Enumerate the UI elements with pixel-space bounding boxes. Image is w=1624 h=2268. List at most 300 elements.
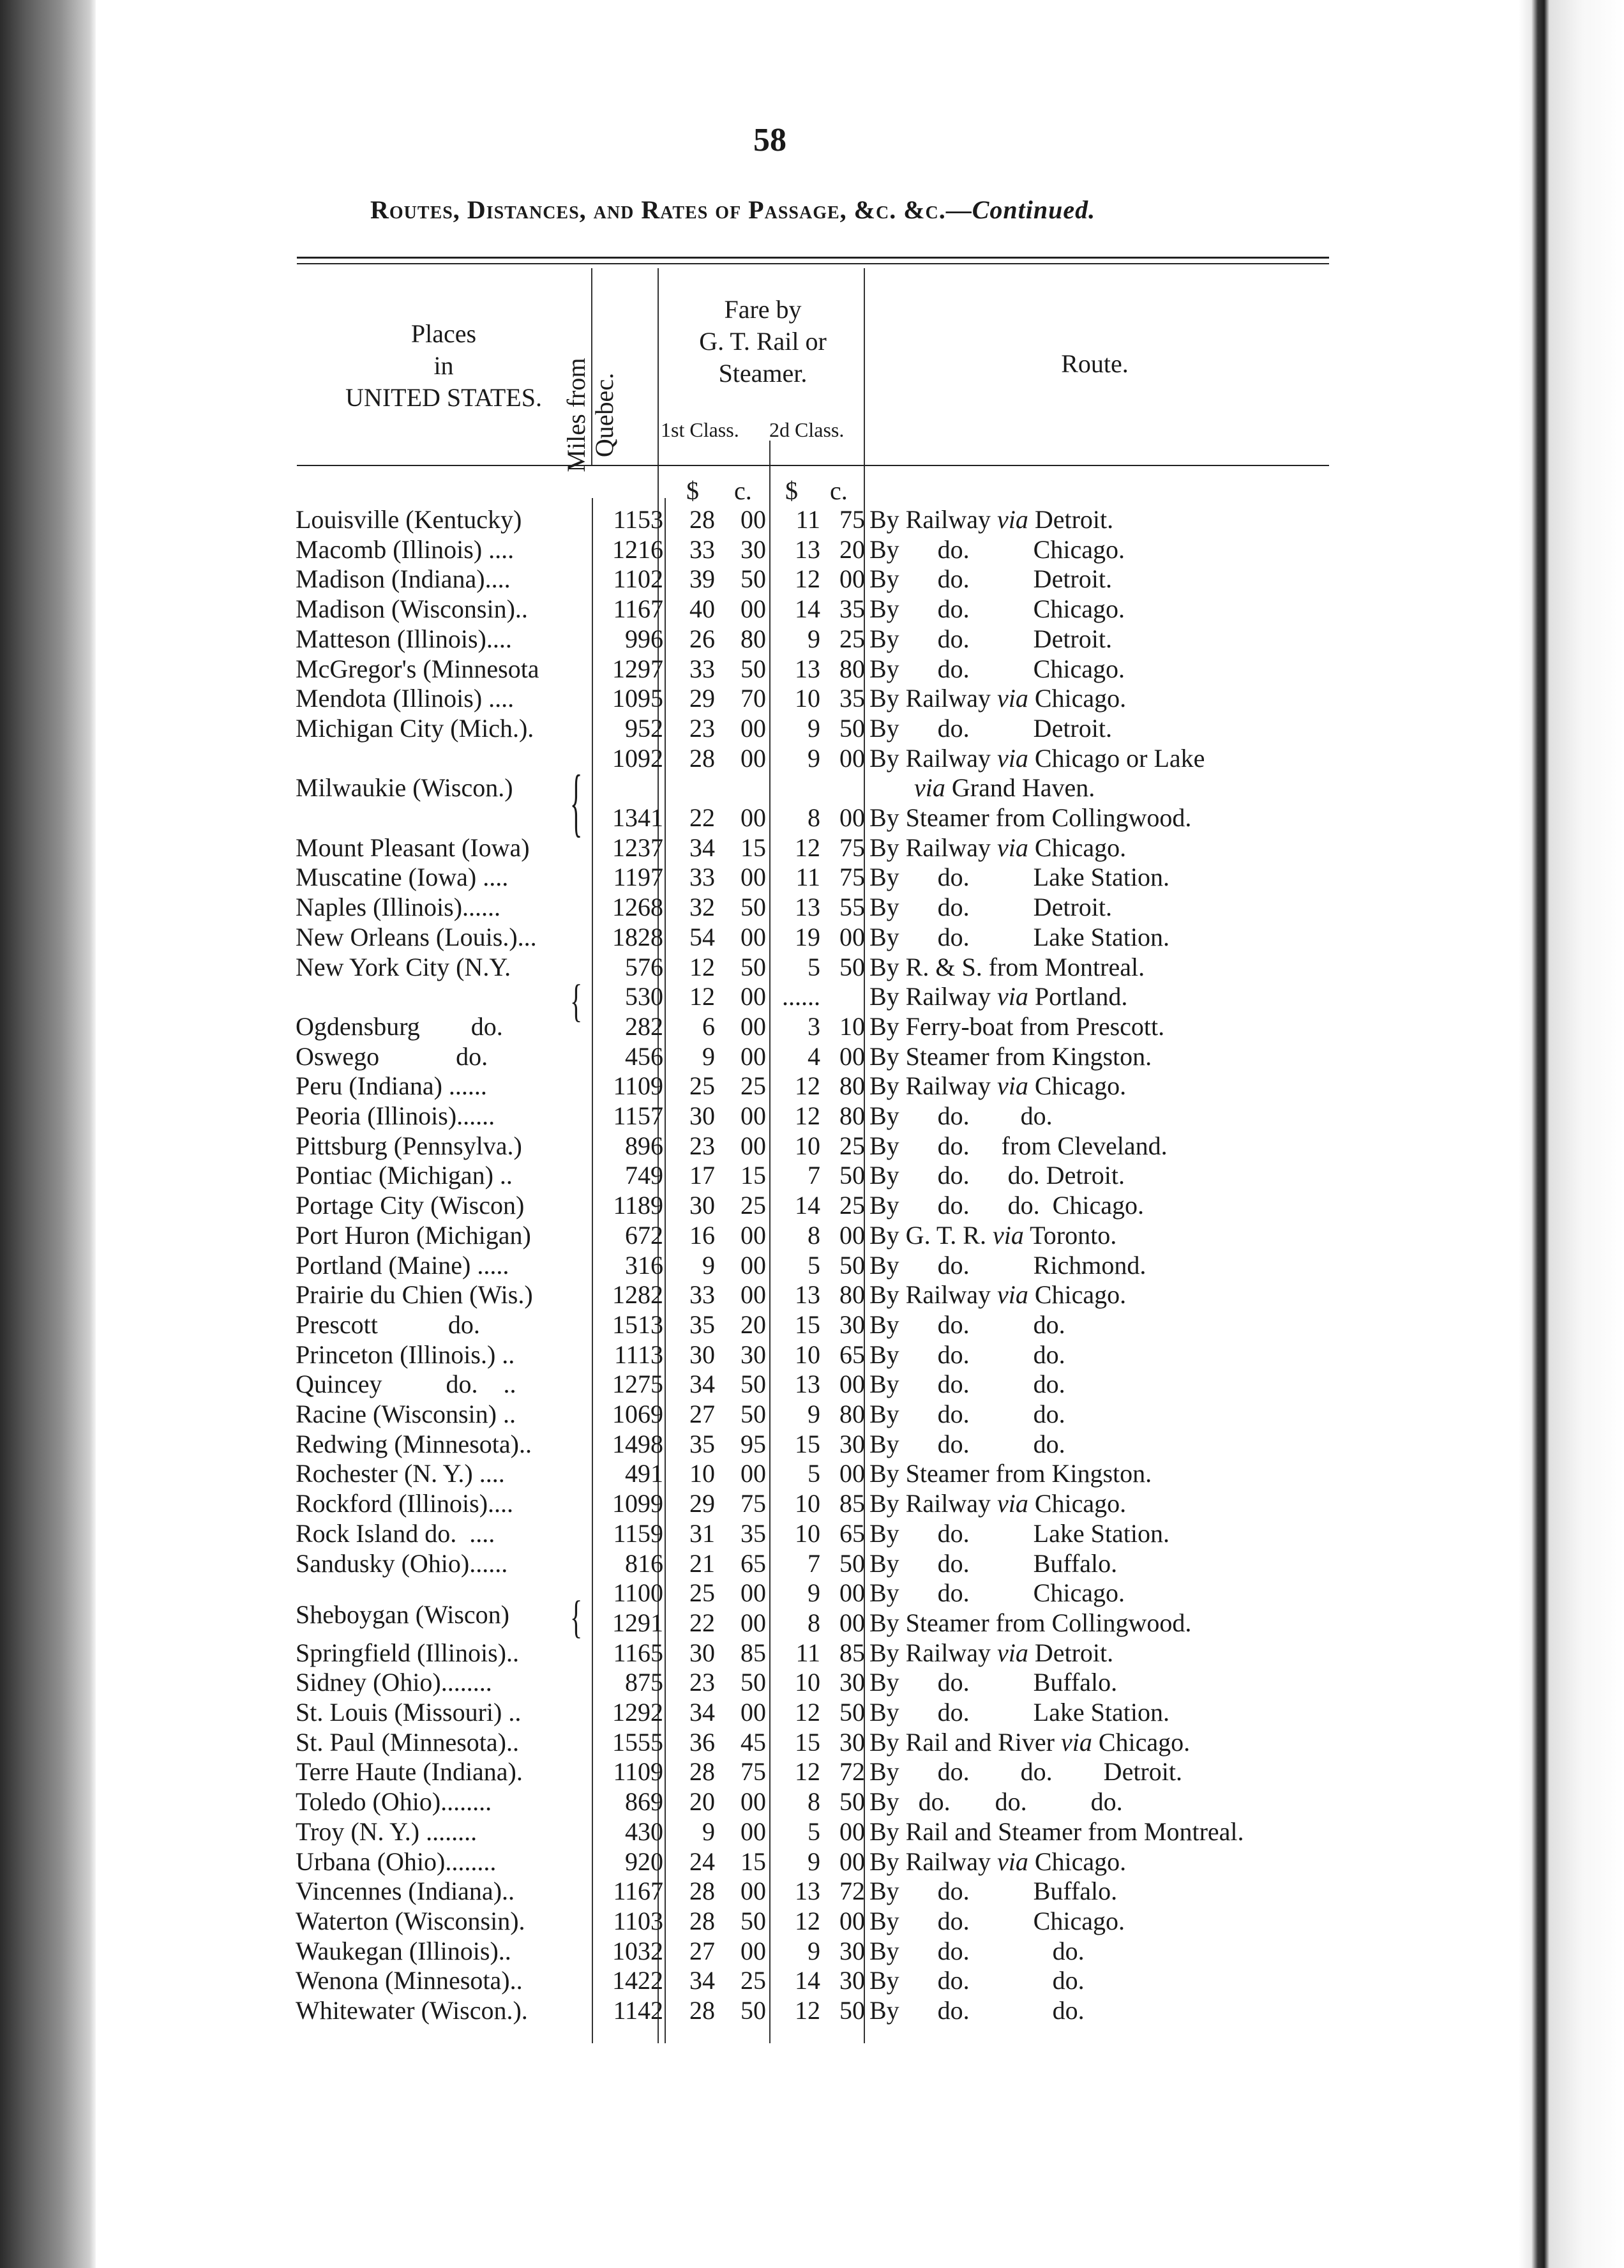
first-class-dollars-cell: 33 xyxy=(689,1280,715,1310)
table-row xyxy=(0,1638,1624,1668)
route-cell: By do. do. xyxy=(869,1400,1065,1428)
place-cell: Pittsburg (Pennsylva.) xyxy=(296,1131,522,1160)
first-class-dollars-cell: 30 xyxy=(689,1638,715,1667)
first-class-cents-cell: 65 xyxy=(741,1548,766,1578)
miles-cell: 1032 xyxy=(612,1936,663,1965)
miles-cell: 1069 xyxy=(612,1400,663,1428)
first-class-dollars-cell: 9 xyxy=(702,1817,715,1846)
second-class-cents-cell: 00 xyxy=(839,743,865,773)
second-class-dollars-cell: 14 xyxy=(795,594,820,624)
first-class-cents-cell: 00 xyxy=(741,803,766,832)
miles-cell: 1157 xyxy=(613,1101,663,1130)
second-class-dollars-cell: 14 xyxy=(795,1966,820,1995)
route-cell: By Railway via Chicago. xyxy=(869,833,1127,862)
place-cell: St. Paul (Minnesota).. xyxy=(296,1727,519,1757)
place-cell: Peru (Indiana) ...... xyxy=(296,1071,487,1101)
miles-cell: 530 xyxy=(625,982,663,1011)
place-cell: Redwing (Minnesota).. xyxy=(296,1429,532,1458)
table-row xyxy=(0,1310,1624,1340)
first-class-cents-cell: 15 xyxy=(741,1847,766,1876)
first-class-cents-cell: 50 xyxy=(741,654,766,683)
route-cell: By Steamer from Collingwood. xyxy=(869,803,1192,832)
route-cell: By do. Richmond. xyxy=(869,1250,1147,1280)
miles-cell: 1216 xyxy=(612,534,663,564)
second-class-cents-cell: 75 xyxy=(839,863,865,892)
second-class-cents-cell: 80 xyxy=(839,1101,865,1130)
second-class-dollars-cell: 12 xyxy=(795,1101,820,1130)
place-cell: Mount Pleasant (Iowa) xyxy=(296,833,530,862)
first-class-dollars-cell: 17 xyxy=(689,1161,715,1190)
table-row xyxy=(0,862,1624,892)
first-class-cents-cell: 50 xyxy=(741,893,766,922)
second-class-cents-cell: 35 xyxy=(839,594,865,624)
first-class-cents-cell: 00 xyxy=(741,594,766,624)
first-class-cents-cell: 85 xyxy=(741,1638,766,1667)
second-class-dollars-cell: 12 xyxy=(795,1996,820,2025)
miles-cell: 316 xyxy=(625,1250,663,1280)
place-cell: Muscatine (Iowa) .... xyxy=(296,863,509,892)
miles-header-line1: Miles from xyxy=(562,358,590,472)
first-class-cents-cell: 00 xyxy=(741,922,766,951)
table-row xyxy=(0,1101,1624,1131)
miles-cell: 920 xyxy=(625,1847,663,1876)
place-cell: Toledo (Ohio)........ xyxy=(296,1787,492,1817)
header-divider-1 xyxy=(591,268,592,466)
second-class-dollars-cell: 11 xyxy=(795,1638,820,1667)
place-cell: Wenona (Minnesota).. xyxy=(296,1966,523,1995)
route-cell: By do. Lake Station. xyxy=(869,922,1169,951)
miles-cell: 1095 xyxy=(612,684,663,713)
miles-cell: 1498 xyxy=(612,1429,663,1458)
first-class-dollars-cell: 27 xyxy=(689,1400,715,1428)
table-row xyxy=(0,1399,1624,1429)
route-cell: By G. T. R. via Toronto. xyxy=(869,1220,1117,1250)
first-class-cents-cell: 50 xyxy=(741,952,766,981)
second-class-dollars-cell: 15 xyxy=(795,1429,820,1458)
first-class-cents-cell: 75 xyxy=(741,1489,766,1518)
place-cell: Troy (N. Y.) ........ xyxy=(296,1817,477,1846)
route-cell: By do. do. do. xyxy=(869,1787,1123,1817)
place-cell: Pontiac (Michigan) .. xyxy=(296,1161,513,1190)
first-class-cents-cell: 30 xyxy=(741,1340,766,1369)
route-cell: By Ferry-boat from Prescott. xyxy=(869,1011,1165,1041)
table-row xyxy=(0,1071,1624,1101)
first-class-cents-cell: 00 xyxy=(741,1877,766,1906)
place-cell: Mendota (Illinois) .... xyxy=(296,684,515,713)
first-class-cents-cell: 80 xyxy=(741,624,766,653)
first-class-cents-cell: 20 xyxy=(741,1310,766,1339)
place-cell: Prairie du Chien (Wis.) xyxy=(296,1280,533,1310)
second-class-cents-cell: 72 xyxy=(839,1757,865,1787)
route-cell: By do. Detroit. xyxy=(869,893,1112,922)
second-class-cents-cell: 50 xyxy=(839,1548,865,1578)
route-cell: By Railway via Chicago. xyxy=(869,684,1127,713)
table-row xyxy=(0,1817,1624,1847)
first-class-dollars-cell: 32 xyxy=(689,893,715,922)
table-row xyxy=(0,981,1624,1011)
first-class-dollars-cell: 36 xyxy=(689,1727,715,1757)
second-class-dollars-cell: 13 xyxy=(795,534,820,564)
route-cell: By do. Detroit. xyxy=(869,564,1112,594)
places-header xyxy=(300,318,587,414)
second-class-cents-cell: 50 xyxy=(839,1250,865,1280)
first-class-cents-cell: 95 xyxy=(741,1429,766,1458)
miles-cell: 816 xyxy=(625,1548,663,1578)
second-class-cents-cell: 00 xyxy=(839,1041,865,1071)
second-class-cents-cell: 00 xyxy=(839,803,865,832)
first-class-dollars-cell: 16 xyxy=(689,1220,715,1250)
first-class-cents-cell: 00 xyxy=(741,1459,766,1488)
second-class-dollars-cell: 12 xyxy=(795,1071,820,1101)
second-class-dollars-cell: 8 xyxy=(808,1220,820,1250)
second-class-cents-cell: 00 xyxy=(839,1906,865,1935)
place-cell: Whitewater (Wiscon.). xyxy=(296,1996,528,2025)
place-cell: Matteson (Illinois).... xyxy=(296,624,512,653)
miles-cell: 1165 xyxy=(613,1638,663,1667)
sheboygan-place: Sheboygan (Wiscon) xyxy=(296,1600,509,1629)
second-class-dollars-cell: 13 xyxy=(795,1877,820,1906)
first-class-dollars-cell: 33 xyxy=(689,863,715,892)
place-cell: Portage City (Wiscon) xyxy=(296,1191,525,1220)
first-class-dollars-cell: 35 xyxy=(689,1310,715,1339)
route-cell: By Railway via Chicago. xyxy=(869,1280,1127,1310)
route-cell: By Rail and Steamer from Montreal. xyxy=(869,1817,1244,1846)
route-cell: By do. do. xyxy=(869,1340,1065,1369)
table-row xyxy=(0,1190,1624,1220)
route-cell: By do. do. xyxy=(869,1310,1065,1339)
first-class-cents-cell: 15 xyxy=(741,833,766,862)
second-class-dollars-cell: 11 xyxy=(795,863,820,892)
first-class-dollars-cell: 28 xyxy=(689,1996,715,2025)
first-class-dollars-cell: 25 xyxy=(689,1578,715,1608)
place-cell: Springfield (Illinois).. xyxy=(296,1638,519,1667)
miles-cell: 749 xyxy=(625,1161,663,1190)
place-cell: Rockford (Illinois).... xyxy=(296,1489,514,1518)
second-class-cents-cell: 30 xyxy=(839,1429,865,1458)
second-class-dollars-cell: 9 xyxy=(808,1400,820,1428)
table-row xyxy=(0,1965,1624,1995)
place-cell: Vincennes (Indiana).. xyxy=(296,1877,515,1906)
second-class-dollars-cell: 7 xyxy=(808,1548,820,1578)
first-class-cents-cell: 00 xyxy=(741,1041,766,1071)
second-class-cents-cell: 80 xyxy=(839,1280,865,1310)
first-class-dollars-cell: 30 xyxy=(689,1340,715,1369)
miles-cell: 576 xyxy=(625,952,663,981)
second-class-cents-cell: 30 xyxy=(839,1310,865,1339)
second-class-cents-cell: 85 xyxy=(839,1638,865,1667)
miles-cell: 1282 xyxy=(612,1280,663,1310)
second-class-cents-cell: 50 xyxy=(839,1787,865,1817)
first-class-dollars-cell: 23 xyxy=(689,1668,715,1697)
first-class-dollars-cell: 28 xyxy=(689,1906,715,1935)
second-class-dollars-cell: 9 xyxy=(808,743,820,773)
second-class-dollars-cell: 12 xyxy=(795,833,820,862)
first-class-cents-cell: 00 xyxy=(741,1250,766,1280)
second-class-dollars-cell: 5 xyxy=(808,1459,820,1488)
route-cell: By do. do. Detroit. xyxy=(869,1757,1182,1787)
first-class-cents-cell: 00 xyxy=(741,1011,766,1041)
place-cell: Madison (Indiana).... xyxy=(296,564,511,594)
route-cell: By Railway via Detroit. xyxy=(869,1638,1114,1667)
second-class-cents-cell: 35 xyxy=(839,684,865,713)
second-class-dollars-cell: 12 xyxy=(795,1906,820,1935)
first-class-dollars-cell: 29 xyxy=(689,684,715,713)
places-header-line1: Places xyxy=(410,319,477,348)
second-class-dollars-cell: 8 xyxy=(808,1608,820,1637)
first-class-cents-cell: 45 xyxy=(741,1727,766,1757)
second-class-dollars-cell: 10 xyxy=(795,684,820,713)
second-class-cents-cell: 80 xyxy=(839,1400,865,1428)
route-cell: By do. do. xyxy=(869,1966,1085,1995)
second-class-dollars-cell: 10 xyxy=(795,1340,820,1369)
table-row xyxy=(0,952,1624,982)
place-cell: Terre Haute (Indiana). xyxy=(296,1757,523,1787)
table-row xyxy=(0,564,1624,594)
second-class-cents-cell: 30 xyxy=(839,1936,865,1965)
route-cell: By do. do. xyxy=(869,1101,1053,1130)
second-class-dollars-cell: 11 xyxy=(795,505,820,534)
second-class-cents-cell: 80 xyxy=(839,654,865,683)
first-class-dollars-cell: 23 xyxy=(689,713,715,743)
second-class-cents-cell: 50 xyxy=(839,1996,865,2025)
first-class-cents-cell: 15 xyxy=(741,1161,766,1190)
second-class-cents-cell: 55 xyxy=(839,893,865,922)
first-class-dollars-cell: 33 xyxy=(689,534,715,564)
table-row xyxy=(0,594,1624,624)
table-row xyxy=(0,1757,1624,1787)
second-class-dollars-cell: 8 xyxy=(808,1787,820,1817)
miles-cell: 1099 xyxy=(612,1489,663,1518)
miles-cell: 896 xyxy=(625,1131,663,1160)
miles-cell: 1197 xyxy=(613,863,663,892)
route-cell: By do. Lake Station. xyxy=(869,1518,1169,1548)
second-class-cents-cell: 85 xyxy=(839,1489,865,1518)
route-cell: By R. & S. from Montreal. xyxy=(869,952,1145,981)
route-cell: By do. do. Chicago. xyxy=(869,1191,1144,1220)
second-class-dollars-cell: 14 xyxy=(795,1191,820,1220)
first-class-cents-cell: 50 xyxy=(741,1668,766,1697)
new-york-brace: { xyxy=(570,974,583,1027)
table-row xyxy=(0,713,1624,743)
second-class-dollars-cell: 15 xyxy=(795,1727,820,1757)
first-class-cents-cell: 00 xyxy=(741,1280,766,1310)
second-class-cents-cell: 00 xyxy=(839,1370,865,1399)
place-cell: Quincey do. .. xyxy=(296,1370,516,1399)
route-cell: By do. Detroit. xyxy=(869,713,1112,743)
miles-cell: 1341 xyxy=(612,803,663,832)
fare-header-line1: Fare by xyxy=(724,295,802,324)
second-class-dollars-cell: 10 xyxy=(795,1668,820,1697)
second-class-cents-cell: 00 xyxy=(839,564,865,594)
second-class-dollars-cell: 12 xyxy=(795,1698,820,1727)
route-cell: By Railway via Portland. xyxy=(869,982,1128,1011)
route-cell: By do. Buffalo. xyxy=(869,1548,1118,1578)
miles-cell: 1109 xyxy=(613,1757,663,1787)
miles-cell: 1189 xyxy=(613,1191,663,1220)
first-class-cents-cell: 00 xyxy=(741,743,766,773)
first-class-cents-cell: 50 xyxy=(741,1996,766,2025)
miles-cell: 1297 xyxy=(612,654,663,683)
second-class-dollars-cell: 15 xyxy=(795,1310,820,1339)
miles-cell: 996 xyxy=(625,624,663,653)
first-class-cents-cell: 00 xyxy=(741,1698,766,1727)
place-cell: New Orleans (Louis.)... xyxy=(296,922,537,951)
second-class-cents-cell: 72 xyxy=(839,1877,865,1906)
first-class-cents-cell: 70 xyxy=(741,684,766,713)
second-class-dollars-cell: 3 xyxy=(808,1011,820,1041)
table-row xyxy=(0,1429,1624,1459)
second-class-cents-cell: 00 xyxy=(839,1847,865,1876)
route-cell: By Railway via Chicago. xyxy=(869,1071,1127,1101)
second-class-cents-cell: 25 xyxy=(839,1131,865,1160)
second-class-dollars-cell: 8 xyxy=(808,803,820,832)
miles-cell: 1422 xyxy=(612,1966,663,1995)
table-row xyxy=(0,773,1624,803)
second-class-dollars-cell: 10 xyxy=(795,1518,820,1548)
route-cell: By Railway via Chicago. xyxy=(869,1847,1127,1876)
second-class-cents-cell: 10 xyxy=(839,1011,865,1041)
second-class-dollars-cell: 13 xyxy=(795,1280,820,1310)
second-class-dollars-cell: 9 xyxy=(808,713,820,743)
fare-header-line2: G. T. Rail or xyxy=(699,327,827,356)
sheboygan-label-row xyxy=(0,1599,1624,1629)
places-header-line2: in xyxy=(433,351,454,380)
table-row xyxy=(0,1995,1624,2025)
first-class-dollars-cell: 27 xyxy=(689,1936,715,1965)
miles-cell: 1109 xyxy=(613,1071,663,1101)
route-cell: By do. Lake Station. xyxy=(869,863,1169,892)
first-class-dollars-cell: 30 xyxy=(689,1191,715,1220)
page-number: 58 xyxy=(753,122,786,158)
first-class-dollars-cell: 31 xyxy=(689,1518,715,1548)
place-cell: Waterton (Wisconsin). xyxy=(296,1906,525,1935)
route-cell: By do. Buffalo. xyxy=(869,1668,1118,1697)
route-cell: By Railway via Detroit. xyxy=(869,505,1114,534)
miles-cell: 1275 xyxy=(612,1370,663,1399)
miles-header xyxy=(562,332,619,498)
first-class-dollars-cell: 30 xyxy=(689,1101,715,1130)
second-class-cents-cell: 00 xyxy=(839,1608,865,1637)
miles-cell: 1102 xyxy=(613,564,663,594)
miles-cell: 1167 xyxy=(613,594,663,624)
first-class-cents-cell: 50 xyxy=(741,1400,766,1428)
first-class-cents-cell: 30 xyxy=(741,534,766,564)
place-cell: Waukegan (Illinois).. xyxy=(296,1936,511,1965)
table-row xyxy=(0,1369,1624,1399)
second-class-dollars-cell: 9 xyxy=(808,1936,820,1965)
second-class-dollars-cell: 9 xyxy=(808,624,820,653)
first-class-dollars-cell: 21 xyxy=(689,1548,715,1578)
table-row xyxy=(0,743,1624,773)
place-cell: Michigan City (Mich.). xyxy=(296,713,534,743)
route-cell: By Railway via Chicago or Lake xyxy=(869,743,1205,773)
second-class-dollars-cell: 12 xyxy=(795,564,820,594)
route-cell: By do. Chicago. xyxy=(869,1578,1125,1608)
second-class-cents-cell: 00 xyxy=(839,1459,865,1488)
route-cell: By do. Buffalo. xyxy=(869,1877,1118,1906)
second-class-dollars-cell: 4 xyxy=(808,1041,820,1071)
table-row xyxy=(0,683,1624,713)
second-class-cents-cell: 50 xyxy=(839,1698,865,1727)
second-class-dollars-cell: 19 xyxy=(795,922,820,951)
second-class-cents-cell: 00 xyxy=(839,1578,865,1608)
route-cell: By do. do. xyxy=(869,1429,1065,1458)
first-class-dollars-cell: 12 xyxy=(689,952,715,981)
first-class-dollars-cell: 34 xyxy=(689,1698,715,1727)
place-cell: Naples (Illinois)...... xyxy=(296,893,501,922)
second-class-cents-cell: 75 xyxy=(839,505,865,534)
route-cell: By do. Detroit. xyxy=(869,624,1112,653)
first-class-cents-unit: c. xyxy=(734,476,752,505)
second-class-cents-cell: 50 xyxy=(839,952,865,981)
route-header: Route. xyxy=(1061,349,1129,378)
first-class-dollars-cell: 33 xyxy=(689,654,715,683)
place-cell: Madison (Wisconsin).. xyxy=(296,594,528,624)
second-class-cents-cell: 65 xyxy=(839,1340,865,1369)
second-class-cents-cell: 00 xyxy=(839,1220,865,1250)
route-cell: By do. do. xyxy=(869,1936,1085,1965)
second-class-header: 2d Class. xyxy=(769,418,845,441)
second-class-cents-cell: 50 xyxy=(839,1161,865,1190)
place-cell: Louisville (Kentucky) xyxy=(296,505,522,534)
first-class-dollars-cell: 28 xyxy=(689,1877,715,1906)
first-class-cents-cell: 00 xyxy=(741,1220,766,1250)
table-row xyxy=(0,1041,1624,1071)
miles-cell: 282 xyxy=(625,1011,663,1041)
route-cell: By do. do. xyxy=(869,1996,1085,2025)
miles-cell: 456 xyxy=(625,1041,663,1071)
table-row xyxy=(0,892,1624,922)
table-row xyxy=(0,922,1624,952)
second-class-cents-cell: 80 xyxy=(839,1071,865,1101)
first-class-cents-cell: 00 xyxy=(741,1131,766,1160)
fare-header xyxy=(658,294,868,389)
first-class-cents-cell: 25 xyxy=(741,1191,766,1220)
miles-cell: 1159 xyxy=(613,1518,663,1548)
table-row xyxy=(0,1876,1624,1906)
first-class-dollars-cell: 9 xyxy=(702,1041,715,1071)
first-class-dollars-cell: 6 xyxy=(702,1011,715,1041)
place-cell: Port Huron (Michigan) xyxy=(296,1220,531,1250)
table-row xyxy=(0,1160,1624,1190)
place-cell: McGregor's (Minnesota xyxy=(296,654,539,683)
first-class-dollars-cell: 24 xyxy=(689,1847,715,1876)
miles-cell: 491 xyxy=(625,1459,663,1488)
second-class-cents-cell: 65 xyxy=(839,1518,865,1548)
second-class-dollars-cell: 10 xyxy=(795,1489,820,1518)
miles-cell: 875 xyxy=(625,1668,663,1697)
first-class-cents-cell: 00 xyxy=(741,863,766,892)
place-cell: Sidney (Ohio)........ xyxy=(296,1668,492,1697)
page-heading xyxy=(370,195,1095,225)
first-class-dollars-cell: 22 xyxy=(689,803,715,832)
miles-cell: 1153 xyxy=(613,505,663,534)
second-class-dollars-cell: ...... xyxy=(782,982,820,1011)
table-row xyxy=(0,1340,1624,1370)
first-class-dollar-unit: $ xyxy=(686,476,699,505)
place-cell: Ogdensburg do. xyxy=(296,1011,503,1041)
miles-cell: 1103 xyxy=(613,1906,663,1935)
miles-cell: 1291 xyxy=(612,1608,663,1637)
second-class-cents-cell: 25 xyxy=(839,624,865,653)
table-row xyxy=(0,1697,1624,1727)
second-class-cents-cell: 30 xyxy=(839,1727,865,1757)
table-row xyxy=(0,1280,1624,1310)
second-class-cents-cell: 00 xyxy=(839,1817,865,1846)
table-row xyxy=(0,1667,1624,1697)
top-rule-inner xyxy=(297,263,1329,264)
table-row xyxy=(0,1727,1624,1757)
